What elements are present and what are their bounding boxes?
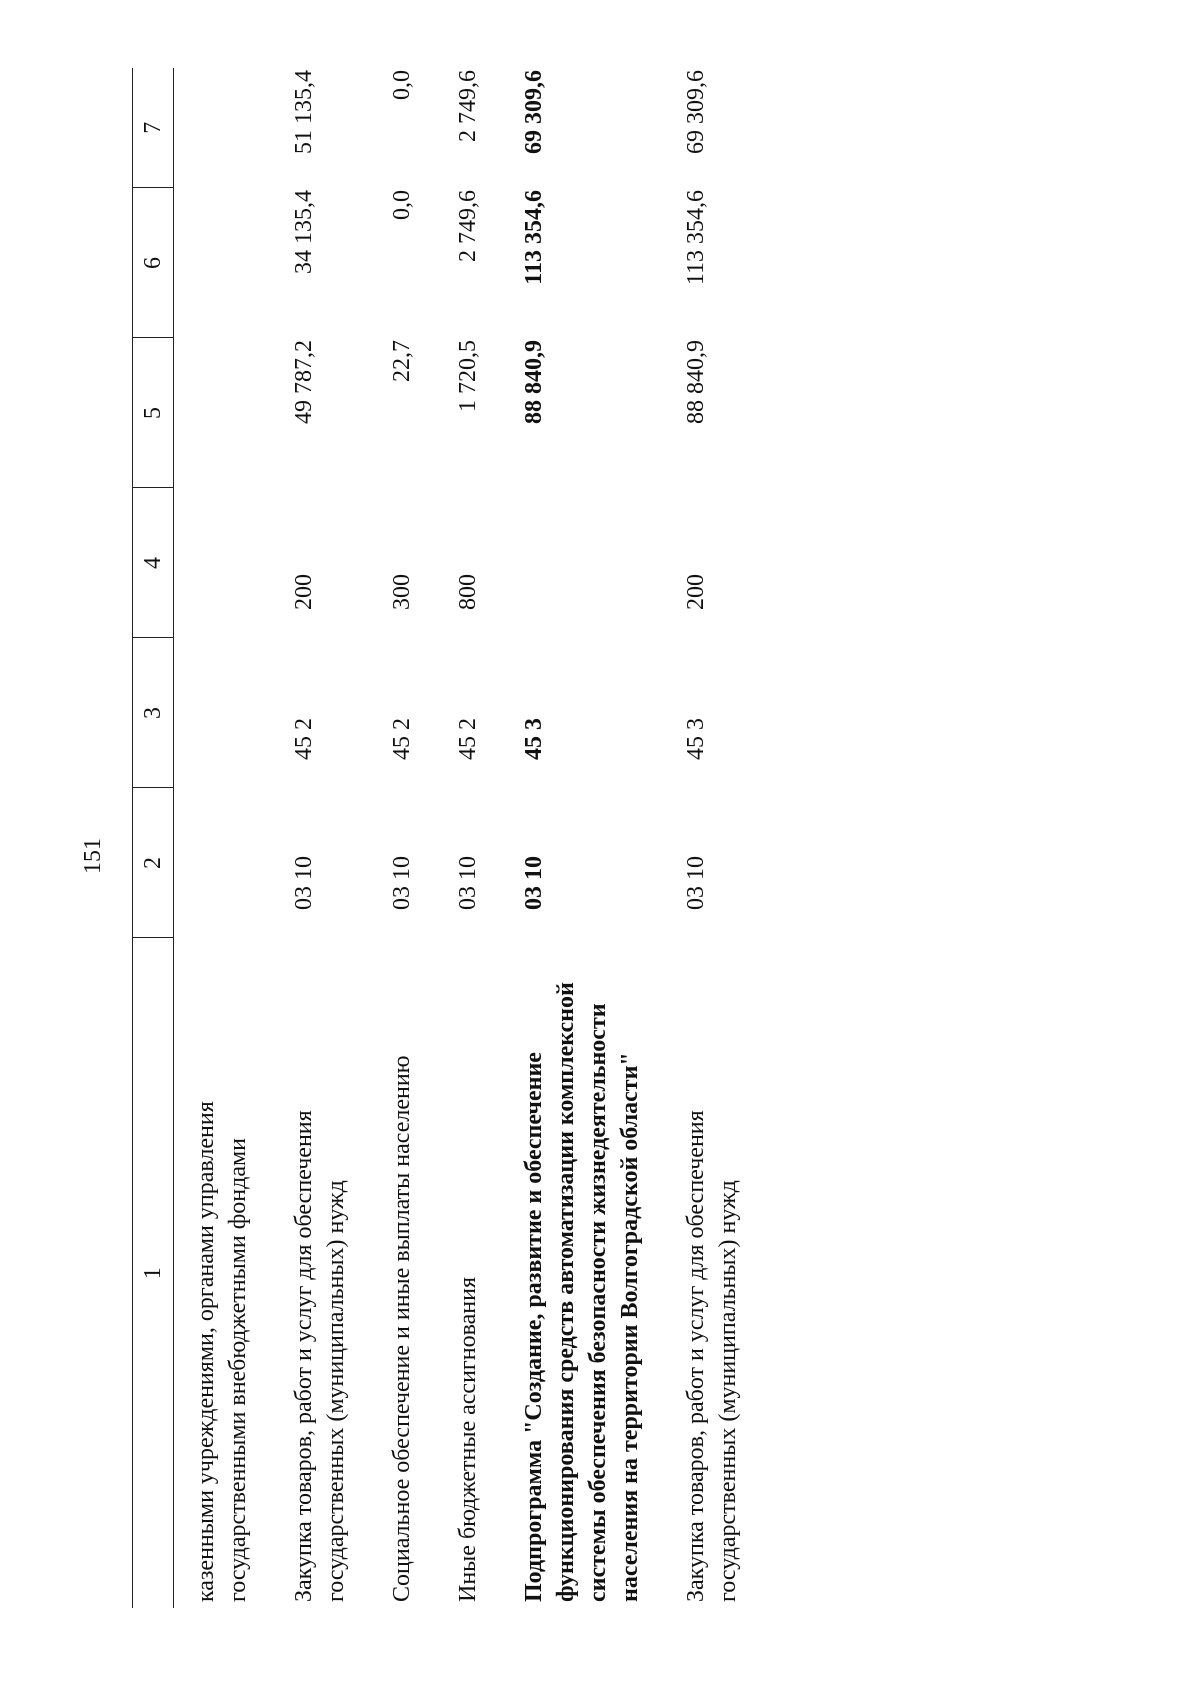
row-program: 45 2 (291, 718, 317, 760)
row-section: 03 10 (521, 856, 547, 910)
row-value-5: 22,7 (389, 340, 415, 382)
row-program: 45 2 (455, 718, 481, 760)
row-name: Иные бюджетные ассигнования (455, 1277, 481, 1602)
row-value-6 (190, 188, 288, 338)
table-row (386, 68, 452, 1608)
row-section: 03 10 (683, 856, 709, 910)
header-col-3: 3 (133, 638, 174, 788)
row-section (190, 788, 288, 938)
row-program (190, 638, 288, 788)
table-row (452, 68, 518, 1608)
row-value-5 (190, 338, 288, 488)
row-program: 45 3 (683, 718, 709, 760)
row-value-7: 0,0 (389, 70, 415, 100)
row-value-7: 2 749,6 (455, 70, 481, 142)
table-header-row (133, 68, 174, 1608)
table-row (288, 68, 386, 1608)
row-name: Закупка товаров, работ и услуг для обеспечения государственных (муниципальных) нужд (683, 1110, 741, 1602)
row-value-7: 69 309,6 (683, 70, 709, 154)
row-section: 03 10 (455, 856, 481, 910)
row-value-7: 69 309,6 (521, 70, 547, 154)
row-program: 45 2 (389, 718, 415, 760)
row-value-6: 34 135,4 (291, 190, 317, 274)
row-name: Социальное обеспечение и иные выплаты населению (389, 1055, 415, 1602)
row-value-5: 1 720,5 (455, 340, 481, 412)
header-col-2: 2 (133, 788, 174, 938)
row-value-5: 49 787,2 (291, 340, 317, 424)
row-expense-type: 200 (291, 574, 317, 610)
row-section: 03 10 (291, 856, 317, 910)
row-value-6: 0,0 (389, 190, 415, 220)
row-name: казенными учреждениями, органами управления государственными внебюджетными фондами (193, 1101, 251, 1602)
header-col-5: 5 (133, 338, 174, 488)
table-row (190, 68, 288, 1608)
header-col-6: 6 (133, 188, 174, 338)
row-value-7 (190, 68, 288, 188)
row-expense-type (190, 488, 288, 638)
table-row (174, 68, 191, 1608)
row-value-5: 88 840,9 (521, 340, 547, 424)
row-program: 45 3 (521, 718, 547, 760)
header-col-7: 7 (133, 68, 174, 188)
table-row-subprogram (518, 68, 680, 1608)
header-col-4: 4 (133, 488, 174, 638)
budget-table (132, 68, 744, 1608)
row-value-6: 113 354,6 (521, 190, 547, 285)
row-expense-type (518, 488, 680, 638)
table-row (680, 68, 744, 1608)
row-value-6: 113 354,6 (683, 190, 709, 286)
row-section: 03 10 (389, 856, 415, 910)
row-value-7: 51 135,4 (291, 70, 317, 154)
header-col-1: 1 (133, 938, 174, 1608)
row-expense-type: 200 (683, 574, 709, 610)
row-expense-type: 300 (389, 574, 415, 610)
row-name: Подпрограмма "Создание, развитие и обеспечение функционирования средств автоматизации комплексной системы обеспечения безопасности жизнедеятельности населения на территории Волгоградской области" (521, 982, 643, 1602)
page-number: 151 (80, 838, 106, 874)
row-expense-type: 800 (455, 574, 481, 610)
row-name: Закупка товаров, работ и услуг для обеспечения государственных (муниципальных) нужд (291, 1110, 349, 1602)
row-value-5: 88 840,9 (683, 340, 709, 424)
row-value-6: 2 749,6 (455, 190, 481, 262)
